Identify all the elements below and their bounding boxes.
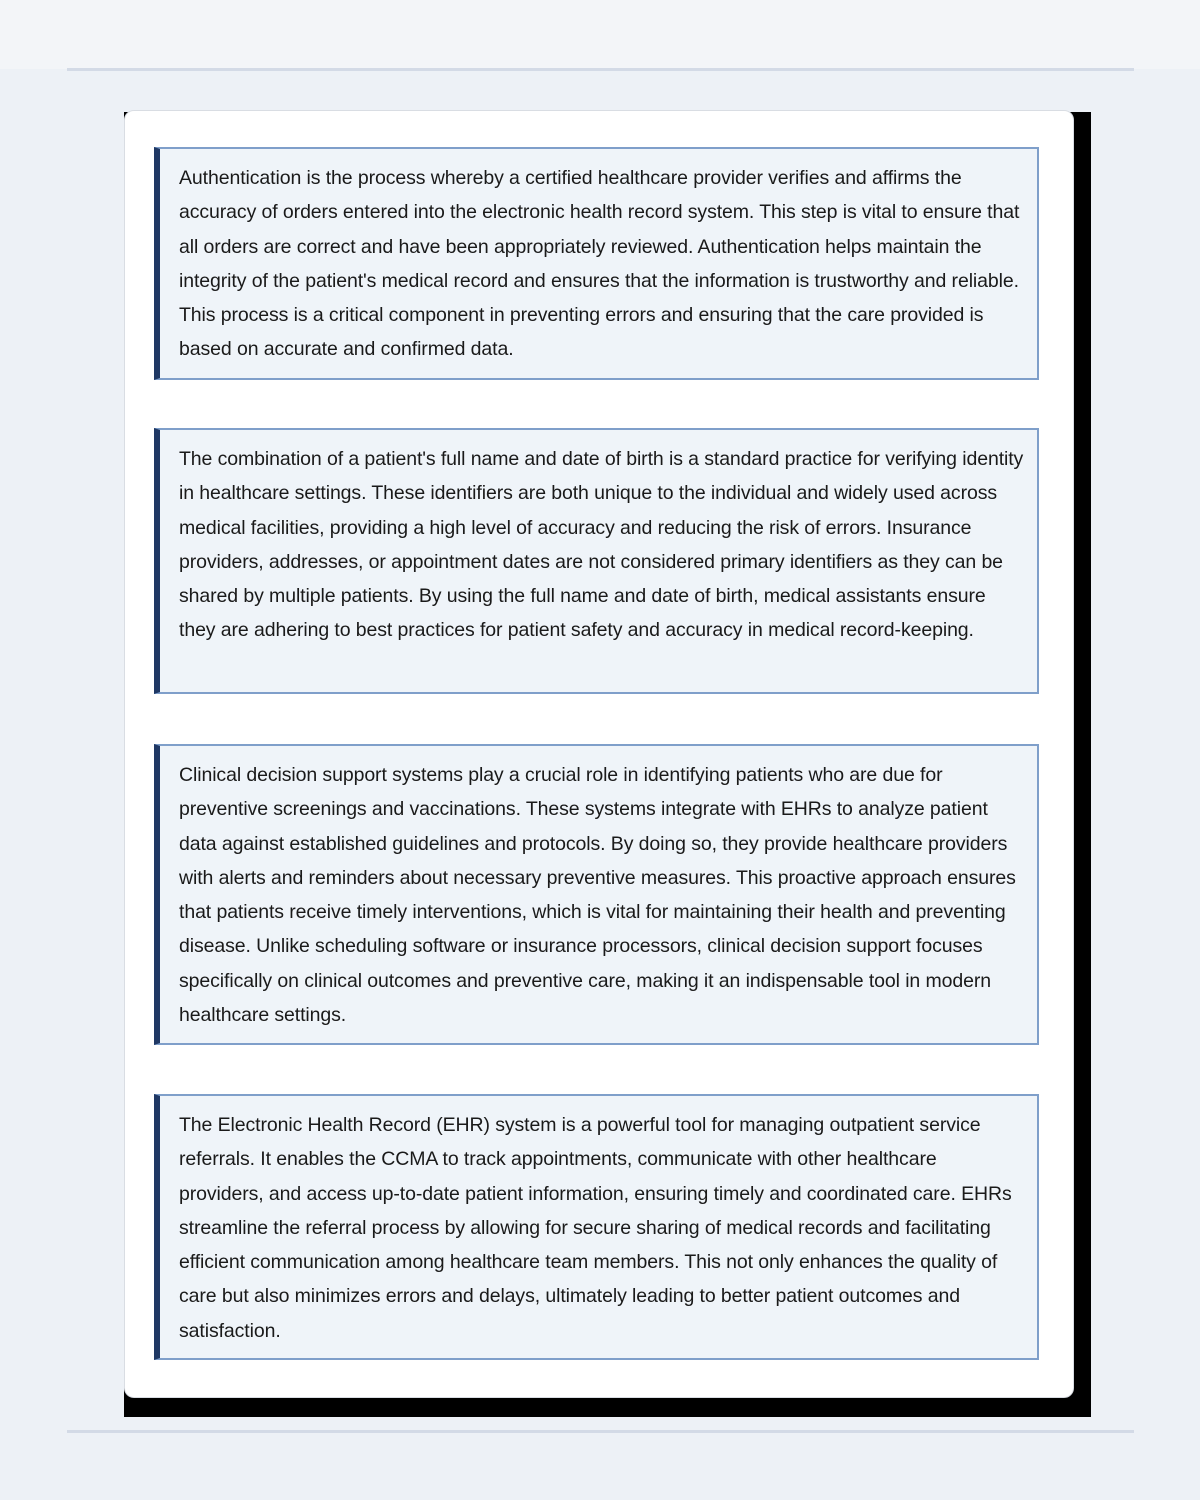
explanation-text-2: The combination of a patient's full name and date of birth is a standard practice for verifying identity in healthcare settings. These identifiers are both unique to the individual and widely used across medical facilities, providing a high level of accuracy and reducing the risk of errors. Insurance providers, addresses, or appointment dates are not considered primary identifiers as they can be shared by multiple patients. By using the full name and date of birth, medical assistants ensure they are adhering to best practices for patient safety and accuracy in medical record-keeping.	[179, 448, 1024, 642]
explanation-box-1	[154, 147, 1039, 380]
bottom-divider	[67, 1430, 1134, 1433]
explanation-text-1: Authentication is the process whereby a certified healthcare provider verifies and affirms the accuracy of orders entered into the electronic health record system. This step is vital to ensure that all orders are correct and have been appropriately reviewed. Authentication helps maintain the integrity of the patient's medical record and ensures that the information is trustworthy and reliable. This process is a critical component in preventing errors and ensuring that the care provided is based on accurate and confirmed data.	[179, 167, 1020, 361]
explanation-box-4	[154, 1094, 1039, 1360]
explanation-box-2	[154, 428, 1039, 694]
explanation-box-3	[154, 744, 1039, 1045]
top-divider	[67, 68, 1134, 71]
explanation-text-4: The Electronic Health Record (EHR) system is a powerful tool for managing outpatient service referrals. It enables the CCMA to track appointments, communicate with other healthcare providers, and access up-to-date patient information, ensuring timely and coordinated care. EHRs streamline the referral process by allowing for secure sharing of medical records and facilitating efficient communication among healthcare team members. This not only enhances the quality of care but also minimizes errors and delays, ultimately leading to better patient outcomes and satisfaction.	[179, 1114, 1012, 1342]
top-band	[0, 0, 1200, 69]
explanation-text-3: Clinical decision support systems play a crucial role in identifying patients who are due for preventive screenings and vaccinations. These systems integrate with EHRs to analyze patient data against established guidelines and protocols. By doing so, they provide healthcare providers with alerts and reminders about necessary preventive measures. This proactive approach ensures that patients receive timely interventions, which is vital for maintaining their health and preventing disease. Unlike scheduling software or insurance processors, clinical decision support focuses specifically on clinical outcomes and preventive care, making it an indispensable tool in modern healthcare settings.	[179, 764, 1016, 1027]
